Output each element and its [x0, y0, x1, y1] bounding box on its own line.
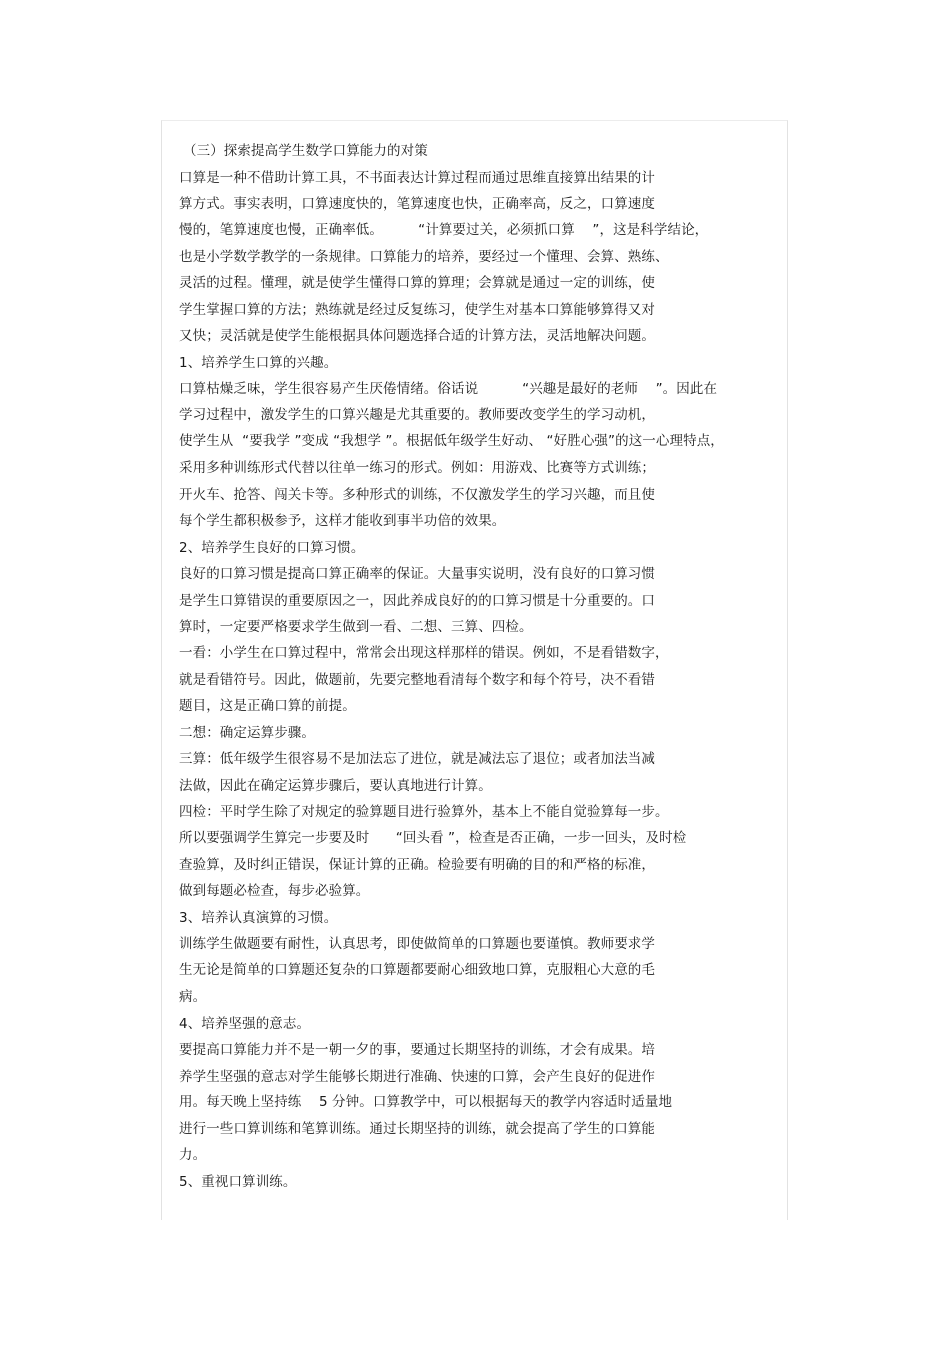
paragraph-line: 也是小学数学教学的一条规律。口算能力的培养，要经过一个懂理、会算、熟练、 [179, 249, 669, 265]
paragraph-line: 5、重视口算训练。 [179, 1174, 297, 1190]
paragraph-line: 采用多种训练形式代替以往单一练习的形式。例如：用游戏、比赛等方式训练； [179, 460, 655, 476]
paragraph-line: 做到每题必检查，每步必验算。 [179, 883, 370, 899]
paragraph-line: 养学生坚强的意志对学生能够长期进行准确、快速的口算，会产生良好的促进作 [179, 1069, 655, 1085]
paragraph-line: 每个学生都积极参予，这样才能收到事半功倍的效果。 [179, 513, 506, 529]
paragraph-line: 四检：平时学生除了对规定的验算题目进行验算外，基本上不能自觉验算每一步。 [179, 804, 669, 820]
paragraph-line: 使学生从 “要我学 ”变成 “我想学 ”。根据低年级学生好动、 “好胜心强”的这一心理特点， [179, 433, 724, 449]
paragraph-line: 要提高口算能力并不是一朝一夕的事，要通过长期坚持的训练，才会有成果。培 [179, 1042, 655, 1058]
paragraph-line: 三算：低年级学生很容易不是加法忘了进位，就是减法忘了退位；或者加法当减 [179, 751, 655, 767]
paragraph-line: 训练学生做题要有耐性，认真思考，即使做简单的口算题也要谨慎。教师要求学 [179, 936, 655, 952]
paragraph-line: 用。每天晚上坚持练 5 分钟。口算教学中，可以根据每天的教学内容适时适量地 [179, 1094, 673, 1110]
paragraph-line: 3、培养认真演算的习惯。 [179, 910, 338, 926]
paragraph-line: 1、培养学生口算的兴趣。 [179, 355, 338, 371]
paragraph-line: 是学生口算错误的重要原因之一，因此养成良好的的口算习惯是十分重要的。口 [179, 593, 655, 609]
paragraph-line: 法做，因此在确定运算步骤后，要认真地进行计算。 [179, 778, 492, 794]
paragraph-line: 算时，一定要严格要求学生做到一看、二想、三算、四检。 [179, 619, 533, 635]
paragraph-line: 病。 [179, 989, 207, 1005]
paragraph-line: 算方式。事实表明，口算速度快的，笔算速度也快，正确率高，反之，口算速度 [179, 196, 655, 212]
paragraph-line: 慢的，笔算速度也慢，正确率低。 “计算要过关，必须抓口算 ”，这是科学结论， [179, 222, 709, 238]
paragraph-line: 2、培养学生良好的口算习惯。 [179, 540, 365, 556]
paragraph-line: 学习过程中，激发学生的口算兴趣是尤其重要的。教师要改变学生的学习动机， [179, 407, 655, 423]
paragraph-line: 又快；灵活就是使学生能根据具体问题选择合适的计算方法，灵活地解决问题。 [179, 328, 655, 344]
paragraph-line: 良好的口算习惯是提高口算正确率的保证。大量事实说明，没有良好的口算习惯 [179, 566, 655, 582]
paragraph-line: 口算是一种不借助计算工具，不书面表达计算过程而通过思维直接算出结果的计 [179, 170, 655, 186]
paragraph-line: 二想：确定运算步骤。 [179, 725, 315, 741]
paragraph-line: 学生掌握口算的方法；熟练就是经过反复练习，使学生对基本口算能够算得又对 [179, 302, 655, 318]
paragraph-line: 生无论是简单的口算题还复杂的口算题都要耐心细致地口算，克服粗心大意的毛 [179, 962, 655, 978]
paragraph-line: 灵活的过程。懂理，就是使学生懂得口算的算理；会算就是通过一定的训练，使 [179, 275, 655, 291]
paragraph-line: 就是看错符号。因此，做题前，先要完整地看清每个数字和每个符号，决不看错 [179, 672, 655, 688]
section-title: （三）探索提高学生数学口算能力的对策 [183, 143, 428, 159]
paragraph-line: 4、培养坚强的意志。 [179, 1016, 311, 1032]
paragraph-line: 力。 [179, 1147, 207, 1163]
paragraph-line: 题目，这是正确口算的前提。 [179, 698, 356, 714]
paragraph-line: 一看：小学生在口算过程中，常常会出现这样那样的错误。例如，不是看错数字， [179, 645, 669, 661]
paragraph-line: 开火车、抢答、闯关卡等。多种形式的训练，不仅激发学生的学习兴趣，而且使 [179, 487, 655, 503]
paragraph-line: 口算枯燥乏味，学生很容易产生厌倦情绪。俗话说 “兴趣是最好的老师 ”。因此在 [179, 381, 718, 397]
paragraph-line: 查验算，及时纠正错误，保证计算的正确。检验要有明确的目的和严格的标准， [179, 857, 655, 873]
paragraph-line: 进行一些口算训练和笔算训练。通过长期坚持的训练，就会提高了学生的口算能 [179, 1121, 655, 1137]
paragraph-line: 所以要强调学生算完一步要及时 “回头看 ”，检查是否正确，一步一回头，及时检 [179, 830, 687, 846]
